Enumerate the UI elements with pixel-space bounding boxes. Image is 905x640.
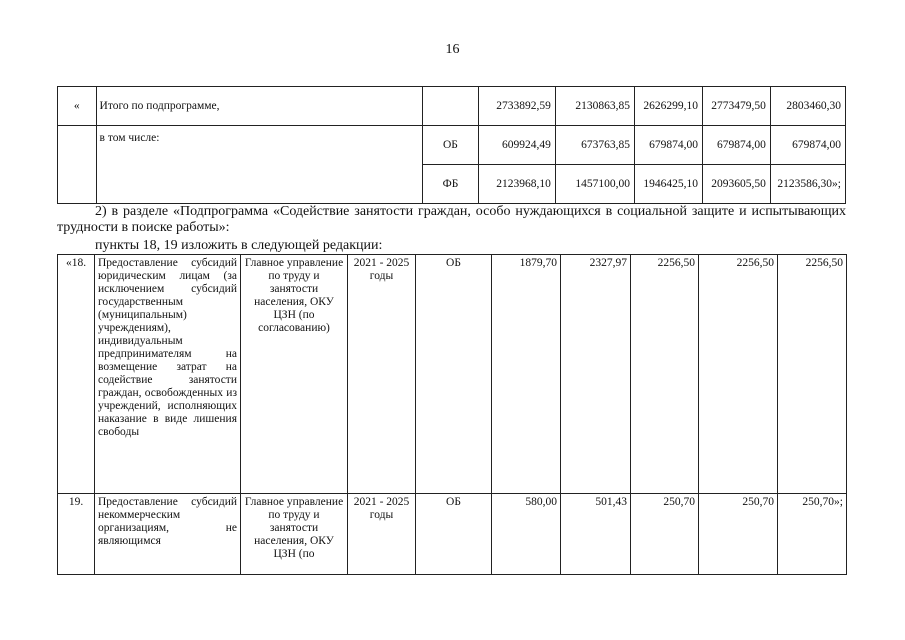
value-cell: 609924,49 (478, 126, 555, 165)
page-number: 16 (445, 42, 460, 57)
table-row (58, 87, 846, 126)
item-number: 19. (58, 494, 95, 575)
value-cell: 2773479,50 (702, 87, 770, 126)
item-executor: Главное управление по труду и занятости населения, ОКУ ЦЗН (по (241, 494, 348, 575)
value-cell: 673763,85 (555, 126, 634, 165)
value-cell: 2130863,85 (555, 87, 634, 126)
row-label: в том числе: (96, 126, 423, 204)
value-cell: 2123968,10 (478, 165, 555, 204)
value-cell: 2327,97 (561, 255, 631, 494)
funding-source: ОБ (416, 494, 492, 575)
value-cell: 2256,50 (778, 255, 847, 494)
item-number: «18. (58, 255, 95, 494)
item-period: 2021 - 2025 годы (348, 494, 416, 575)
value-cell: 250,70»; (778, 494, 847, 575)
items-table (57, 254, 847, 575)
summary-table (57, 86, 846, 204)
value-cell: 2256,50 (631, 255, 699, 494)
item-description: Предоставление субсидий юридическим лицам (за исключением субсидий государственным (муниципальным) учреждениям), индивидуальным предпринимателям на возмещение затрат на содействие занятости граждан, освобожденных из учреждений, исполняющих наказание в виде лишения свободы (95, 255, 241, 494)
value-cell: 250,70 (631, 494, 699, 575)
table-row (58, 255, 847, 494)
funding-source: ФБ (423, 165, 479, 204)
value-cell: 2123586,30»; (770, 165, 845, 204)
value-cell: 580,00 (492, 494, 561, 575)
value-cell: 679874,00 (635, 126, 703, 165)
table-row (58, 126, 846, 165)
value-cell: 1946425,10 (635, 165, 703, 204)
value-cell: 679874,00 (702, 126, 770, 165)
value-cell: 2733892,59 (478, 87, 555, 126)
value-cell: 679874,00 (770, 126, 845, 165)
row-marker: « (58, 87, 97, 126)
value-cell: 2256,50 (699, 255, 778, 494)
value-cell: 2626299,10 (635, 87, 703, 126)
funding-source (423, 87, 479, 126)
value-cell: 501,43 (561, 494, 631, 575)
value-cell: 1879,70 (492, 255, 561, 494)
item-description: Предоставление субсидий некоммерческим организациям, не являющимся (95, 494, 241, 575)
item-period: 2021 - 2025 годы (348, 255, 416, 494)
amendment-paragraph: 2) в разделе «Подпрограмма «Содействие занятости граждан, особо нуждающихся в социальной защите и испытывающих трудности в поиске работы»: (57, 204, 846, 235)
row-label: Итого по подпрограмме, (96, 87, 423, 126)
item-executor: Главное управление по труду и занятости населения, ОКУ ЦЗН (по согласованию) (241, 255, 348, 494)
table-row (58, 494, 847, 575)
amendment-instruction: пункты 18, 19 изложить в следующей редакции: (95, 238, 383, 253)
value-cell: 2093605,50 (702, 165, 770, 204)
row-marker (58, 126, 97, 204)
value-cell: 2803460,30 (770, 87, 845, 126)
value-cell: 1457100,00 (555, 165, 634, 204)
value-cell: 250,70 (699, 494, 778, 575)
funding-source: ОБ (416, 255, 492, 494)
funding-source: ОБ (423, 126, 479, 165)
